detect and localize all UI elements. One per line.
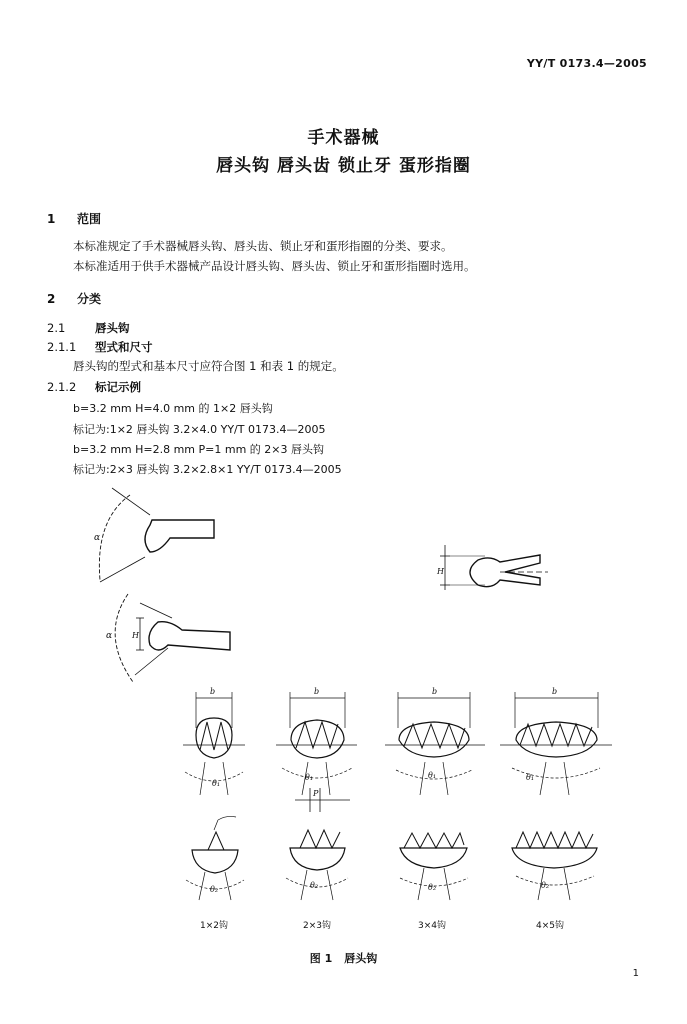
theta1-label: θ₁ (212, 779, 221, 788)
section-title: 标记示例 (95, 380, 141, 394)
variant-label-2x3: 2×3钩 (303, 921, 331, 931)
pitch-dimension (295, 788, 350, 812)
theta1-label: θ₁ (305, 773, 314, 782)
b-label: b (432, 687, 438, 696)
marking-example-2: 标记为:1×2 唇头钩 3.2×4.0 YY/T 0173.4—2005 (73, 423, 326, 436)
theta2-label: θ₂ (541, 881, 550, 890)
alpha-label: α (94, 533, 101, 543)
section-2-1-1-paragraph: 唇头钩的型式和基本尺寸应符合图 1 和表 1 的规定。 (73, 359, 344, 373)
figure-title: 唇头钩 (344, 952, 378, 965)
section-number: 2.1 (47, 321, 66, 335)
section-number: 2 (47, 292, 56, 306)
hook-side-view-1 (94, 488, 214, 582)
hook-front-view (436, 545, 548, 590)
page-number: 1 (632, 968, 639, 979)
section-title: 型式和尺寸 (95, 340, 153, 354)
theta1-label: θ₁ (526, 773, 535, 782)
theta2-label: θ₂ (210, 885, 219, 894)
b-label: b (552, 687, 558, 696)
theta2-label: θ₂ (310, 881, 319, 890)
section-1-paragraph-1: 本标准规定了手术器械唇头钩、唇头齿、锁止牙和蛋形指圈的分类、要求。 (73, 239, 453, 253)
b-label: b (314, 687, 320, 696)
theta1-label: θ₁ (428, 771, 437, 780)
variant-label-3x4: 3×4钩 (418, 921, 446, 931)
standard-code: YY/T 0173.4—2005 (526, 57, 647, 70)
figure-caption (0, 950, 687, 966)
marking-example-4: 标记为:2×3 唇头钩 3.2×2.8×1 YY/T 0173.4—2005 (73, 463, 342, 476)
section-title: 范围 (77, 212, 102, 226)
section-1-paragraph-2: 本标准适用于供手术器械产品设计唇头钩、唇头齿、锁止牙和蛋形指圈时选用。 (73, 259, 476, 273)
hook-side-view-2 (106, 594, 230, 682)
variant-label-4x5: 4×5钩 (536, 921, 564, 931)
b-label: b (210, 687, 216, 696)
p-label: P (313, 789, 319, 798)
theta2-label: θ₂ (428, 883, 437, 892)
tooth-row-top (183, 687, 612, 795)
section-title: 唇头钩 (95, 321, 130, 335)
alpha-label: α (106, 631, 113, 641)
marking-example-1: b=3.2 mm H=4.0 mm 的 1×2 唇头钩 (73, 402, 273, 415)
marking-example-3: b=3.2 mm H=2.8 mm P=1 mm 的 2×3 唇头钩 (73, 443, 325, 456)
section-number: 2.1.2 (47, 380, 77, 394)
section-number: 1 (47, 212, 56, 226)
figure-number: 图 1 (309, 952, 333, 965)
section-title: 分类 (77, 292, 102, 306)
document-title: 手术器械 (307, 128, 380, 148)
document-subtitle: 唇头钩 唇头齿 锁止牙 蛋形指圈 (216, 156, 471, 176)
section-number: 2.1.1 (47, 340, 77, 354)
h-label: H (132, 631, 139, 640)
tooth-row-bottom (186, 816, 597, 900)
variant-label-1x2: 1×2钩 (200, 921, 228, 931)
h-label: H (437, 567, 444, 576)
